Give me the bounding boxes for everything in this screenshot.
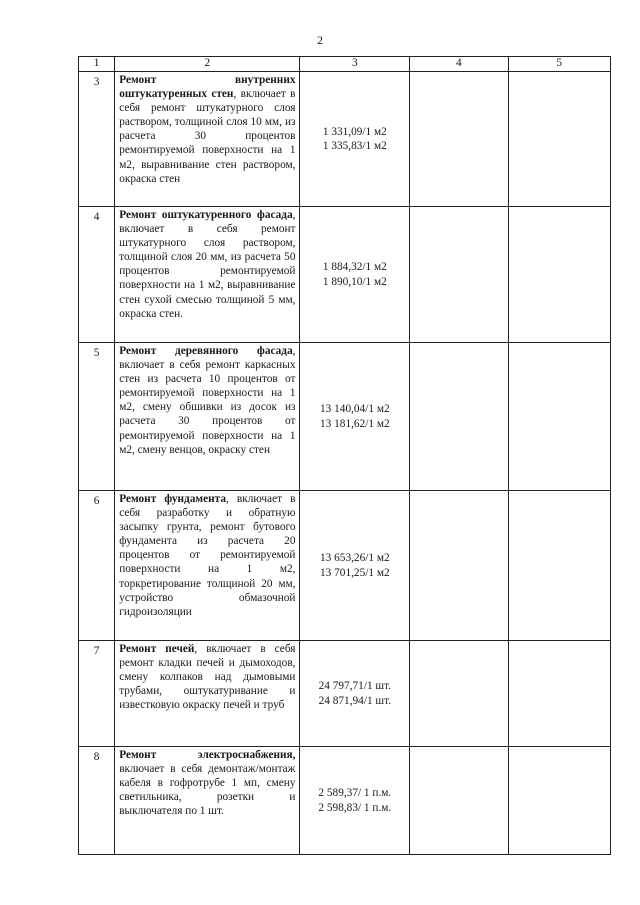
work-title: Ремонт внутренних оштукатуренных стен bbox=[119, 74, 296, 101]
price-value-2: 1 335,83/1 м2 bbox=[322, 140, 387, 152]
price-value-1: 13 653,26/1 м2 bbox=[320, 552, 390, 565]
header-col-4: 4 bbox=[410, 57, 508, 72]
table-row bbox=[79, 343, 611, 491]
price-value-2: 13 181,62/1 м2 bbox=[320, 417, 390, 430]
work-description bbox=[115, 641, 300, 747]
col4-cell bbox=[410, 72, 508, 207]
work-description bbox=[115, 491, 300, 641]
col4-cell bbox=[410, 343, 508, 491]
header-col-5: 5 bbox=[508, 57, 611, 72]
work-description bbox=[115, 343, 300, 491]
row-number: 5 bbox=[79, 343, 115, 491]
price-cell bbox=[300, 207, 410, 343]
col4-cell bbox=[410, 491, 508, 641]
col5-cell bbox=[508, 491, 611, 641]
page-number: 2 bbox=[317, 33, 323, 47]
col5-cell bbox=[508, 343, 611, 491]
price-value-1: 1 884,32/1 м2 bbox=[322, 261, 387, 274]
price-value-1: 2 589,37/ 1 п.м. bbox=[318, 787, 392, 800]
row-number: 8 bbox=[79, 747, 115, 855]
work-title: Ремонт деревянного фасада bbox=[119, 345, 293, 357]
col5-cell bbox=[508, 207, 611, 343]
table-row bbox=[79, 72, 611, 207]
col4-cell bbox=[410, 207, 508, 343]
table-header-row bbox=[79, 57, 611, 72]
price-value-1: 1 331,09/1 м2 bbox=[322, 125, 387, 138]
work-details: , включает в себя разработку и обратную засыпку грунта, ремонт бутового фундамента из расчета 20 процентов от ремонтируемой поверхности на 1 м2, торкретирование толщиной 20 мм, устройство обмазочной гидроизоляции bbox=[119, 493, 296, 618]
price-value-2: 1 890,10/1 м2 bbox=[322, 275, 387, 288]
work-title: Ремонт электроснабжения, bbox=[119, 749, 296, 761]
col4-cell bbox=[410, 747, 508, 855]
work-title: Ремонт фундамента bbox=[119, 493, 226, 505]
table-row bbox=[79, 641, 611, 747]
work-details: включает в себя демонтаж/монтаж кабеля в гофротрубе 1 мп, смену светильника, розетки и выключателя по 1 шт. bbox=[119, 763, 296, 818]
work-details: , включает в себя ремонт штукатурного слоя раствором, толщиной слоя 10 мм, из расчета 30 процентов ремонтируемой поверхности на 1 м2, выравнивание стен раствором, окраска стен bbox=[119, 88, 296, 185]
price-value-2: 13 701,25/1 м2 bbox=[320, 566, 390, 579]
table-row bbox=[79, 491, 611, 641]
col4-cell bbox=[410, 641, 508, 747]
work-details: , включает в себя ремонт штукатурного слоя раствором, толщиной слоя 20 мм, из расчета 50 процентов ремонтируемой поверхности на 1 м2, выравнивание стен сухой смесью толщиной 5 мм, окраска стен. bbox=[119, 209, 296, 320]
work-title: Ремонт печей bbox=[119, 643, 195, 655]
work-description bbox=[115, 207, 300, 343]
work-title: Ремонт оштукатуренного фасада bbox=[119, 209, 293, 221]
col5-cell bbox=[508, 641, 611, 747]
header-col-3: 3 bbox=[300, 57, 410, 72]
work-description bbox=[115, 747, 300, 855]
row-number: 4 bbox=[79, 207, 115, 343]
price-cell bbox=[300, 641, 410, 747]
price-cell bbox=[300, 343, 410, 491]
row-number: 6 bbox=[79, 491, 115, 641]
row-number: 7 bbox=[79, 641, 115, 747]
price-value-2: 24 871,94/1 шт. bbox=[318, 694, 392, 707]
price-cell bbox=[300, 491, 410, 641]
table-row bbox=[79, 207, 611, 343]
header-col-1: 1 bbox=[79, 57, 115, 72]
price-cell bbox=[300, 72, 410, 207]
col5-cell bbox=[508, 72, 611, 207]
header-col-2: 2 bbox=[115, 57, 300, 72]
rates-table bbox=[78, 56, 611, 855]
price-cell bbox=[300, 747, 410, 855]
work-description bbox=[115, 72, 300, 207]
work-details: , включает в себя ремонт каркасных стен из расчета 10 процентов от ремонтируемой поверхности на 1 м2, смену обшивки из досок из расчета 30 процентов от ремонтируемой поверхности на 1 м2, смену венцов, окраску стен bbox=[119, 345, 296, 456]
price-value-1: 13 140,04/1 м2 bbox=[320, 403, 390, 416]
price-value-1: 24 797,71/1 шт. bbox=[318, 680, 392, 693]
row-number: 3 bbox=[79, 72, 115, 207]
table-row bbox=[79, 747, 611, 855]
price-value-2: 2 598,83/ 1 п.м. bbox=[318, 801, 392, 814]
work-details: , включает в себя ремонт кладки печей и дымоходов, смену колпаков над дымовыми трубами, оштукатуривание и известковую окраску печей и труб bbox=[119, 643, 296, 712]
col5-cell bbox=[508, 747, 611, 855]
